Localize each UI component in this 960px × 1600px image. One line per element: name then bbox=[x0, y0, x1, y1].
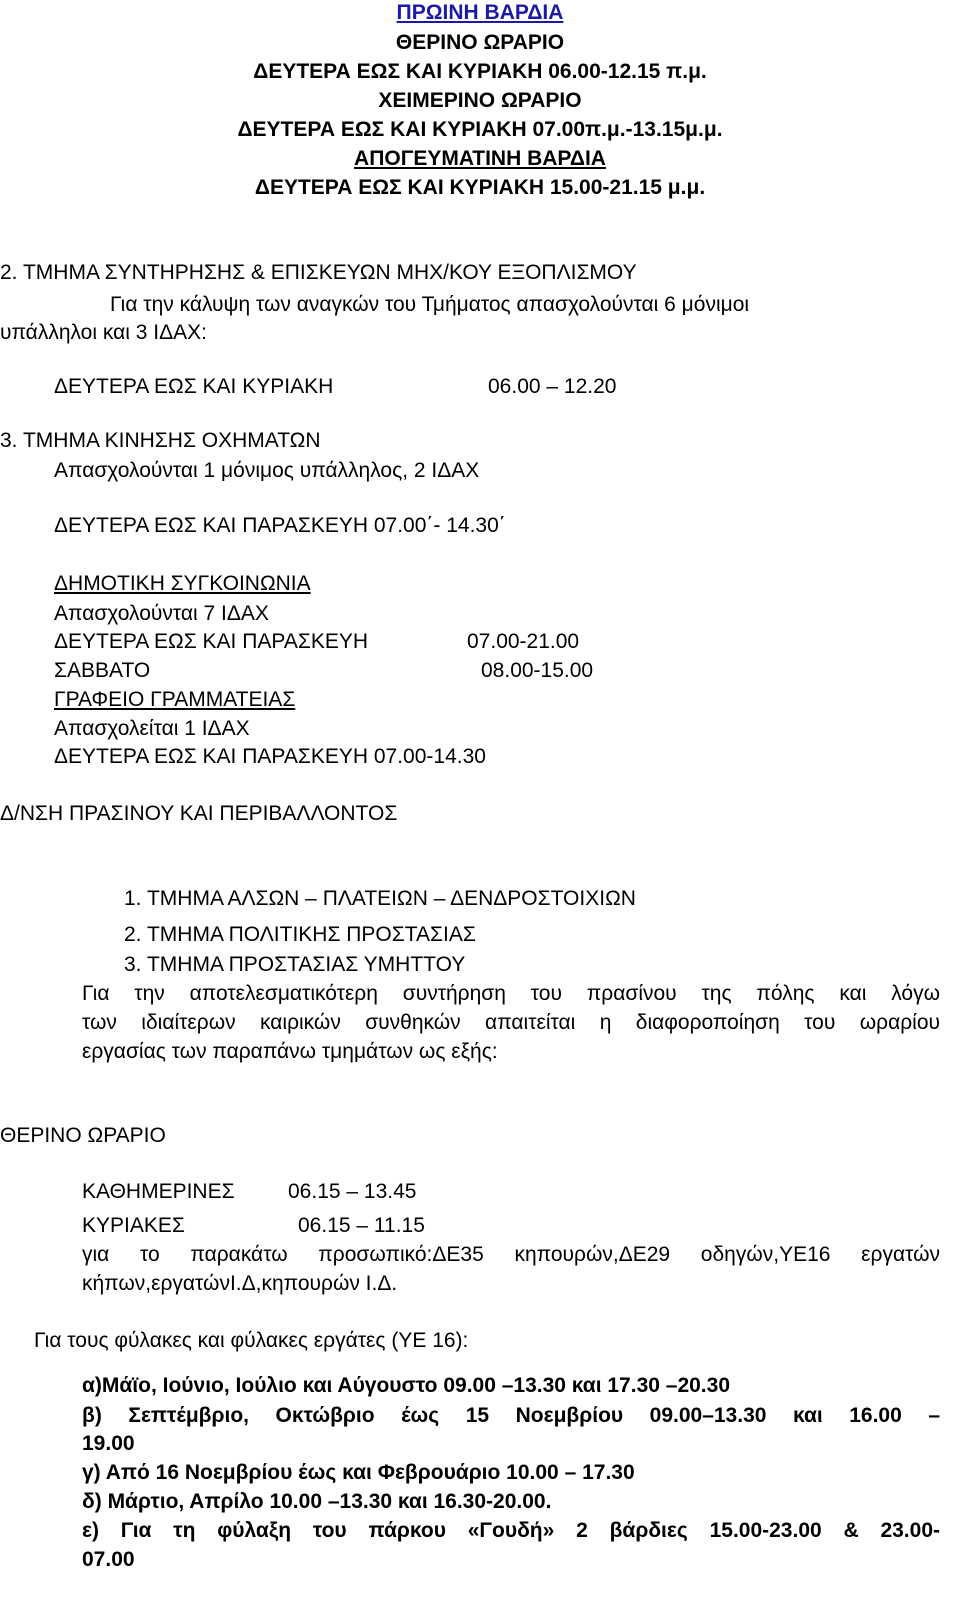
summer-schedule-label: ΘΕΡΙΝΟ ΩΡΑΡΙΟ bbox=[395, 31, 565, 54]
summer-staff-line2: κήπων,εργατώνΙ.Δ,κηπουρών Ι.Δ. bbox=[82, 1272, 398, 1295]
afternoon-shift-title: ΑΠΟΓΕΥΜΑΤΙΝΗ ΒΑΡΔΙΑ bbox=[354, 147, 606, 170]
summer-staff-line1: για το παρακάτω προσωπικό:ΔΕ35 κηπουρών,ΔΕ29 οδηγών,ΥΕ16 εργατών bbox=[82, 1244, 940, 1266]
summer-weekdays-hours: 06.15 – 13.45 bbox=[288, 1180, 417, 1203]
summer-heading: ΘΕΡΙΝΟ ΩΡΑΡΙΟ bbox=[0, 1124, 166, 1147]
green-item-1: 1. ΤΜΗΜΑ ΑΛΣΩΝ – ΠΛΑΤΕΙΩΝ – ΔΕΝΔΡΟΣΤΟΙΧΙΩΝ bbox=[124, 887, 636, 910]
secretariat-schedule: ΔΕΥΤΕΡΑ ΕΩΣ ΚΑΙ ΠΑΡΑΣΚΕΥΗ 07.00-14.30 bbox=[54, 745, 486, 768]
summer-sundays-label: ΚΥΡΙΑΚΕΣ bbox=[82, 1214, 185, 1237]
guards-item-b-line2: 19.00 bbox=[82, 1432, 135, 1455]
section2-desc-line1: Για την κάλυψη των αναγκών του Τμήματος απασχολούνται 6 μόνιμοι bbox=[110, 293, 750, 316]
green-directorate-heading: Δ/ΝΣΗ ΠΡΑΣΙΝΟΥ ΚΑΙ ΠΕΡΙΒΑΛΛΟΝΤΟΣ bbox=[0, 802, 398, 825]
section2-days: ΔΕΥΤΕΡΑ ΕΩΣ ΚΑΙ ΚΥΡΙΑΚΗ bbox=[54, 375, 334, 398]
winter-schedule-hours: ΔΕΥΤΕΡΑ ΕΩΣ ΚΑΙ ΚΥΡΙΑΚΗ 07.00π.μ.-13.15μ.μ. bbox=[237, 118, 723, 141]
guards-item-e-line2: 07.00 bbox=[82, 1548, 135, 1571]
section3-staff: Απασχολούνται 1 μόνιμος υπάλληλος, 2 ΙΔΑΧ bbox=[54, 459, 480, 482]
guards-item-c: γ) Από 16 Νοεμβρίου έως και Φεβρουάριο 10.00 – 17.30 bbox=[82, 1461, 635, 1484]
secretariat-heading: ΓΡΑΦΕΙΟ ΓΡΑΜΜΑΤΕΙΑΣ bbox=[54, 688, 296, 711]
transport-heading: ΔΗΜΟΤΙΚΗ ΣΥΓΚΟΙΝΩΝΙΑ bbox=[54, 572, 311, 595]
summer-sundays-hours: 06.15 – 11.15 bbox=[298, 1214, 425, 1237]
guards-item-b-line1: β) Σεπτέμβριο, Οκτώβριο έως 15 Νοεμβρίου 09.00–13.30 και 16.00 – bbox=[82, 1405, 940, 1427]
guards-item-a: α)Μάϊο, Ιούνιο, Ιούλιο και Αύγουστο 09.00 –13.30 και 17.30 –20.30 bbox=[82, 1374, 730, 1397]
transport-saturday-hours: 08.00-15.00 bbox=[481, 659, 594, 682]
section2-desc-line2: υπάλληλοι και 3 ΙΔΑΧ: bbox=[0, 321, 207, 344]
transport-weekday-hours: 07.00-21.00 bbox=[467, 630, 580, 653]
transport-staff: Απασχολούνται 7 ΙΔΑΧ bbox=[54, 602, 269, 625]
section3-schedule: ΔΕΥΤΕΡΑ ΕΩΣ ΚΑΙ ΠΑΡΑΣΚΕΥΗ 07.00΄- 14.30΄ bbox=[54, 514, 506, 537]
morning-shift-title: ΠΡΩΙΝΗ ΒΑΡΔΙΑ bbox=[396, 1, 564, 24]
summer-weekdays-label: ΚΑΘΗΜΕΡΙΝΕΣ bbox=[82, 1180, 235, 1203]
section2-heading: 2. ΤΜΗΜΑ ΣΥΝΤΗΡΗΣΗΣ & ΕΠΙΣΚΕΥΩΝ ΜΗΧ/ΚΟΥ ΕΞΟΠΛΙΣΜΟΥ bbox=[0, 261, 637, 284]
green-paragraph-line2: των ιδιαίτερων καιρικών συνθηκών απαιτείται η διαφοροποίηση του ωραρίου bbox=[82, 1012, 940, 1034]
section3-heading: 3. ΤΜΗΜΑ ΚΙΝΗΣΗΣ ΟΧΗΜΑΤΩΝ bbox=[0, 429, 321, 452]
transport-saturday: ΣΑΒΒΑΤΟ bbox=[54, 659, 151, 682]
secretariat-staff: Απασχολείται 1 ΙΔΑΧ bbox=[54, 717, 250, 740]
afternoon-shift-hours: ΔΕΥΤΕΡΑ ΕΩΣ ΚΑΙ ΚΥΡΙΑΚΗ 15.00-21.15 μ.μ. bbox=[254, 176, 706, 199]
winter-schedule-label: ΧΕΙΜΕΡΙΝΟ ΩΡΑΡΙΟ bbox=[378, 89, 582, 112]
section2-hours: 06.00 – 12.20 bbox=[488, 375, 617, 398]
guards-intro: Για τους φύλακες και φύλακες εργάτες (ΥΕ 16): bbox=[34, 1329, 469, 1352]
transport-weekdays: ΔΕΥΤΕΡΑ ΕΩΣ ΚΑΙ ΠΑΡΑΣΚΕΥΗ bbox=[54, 630, 369, 653]
guards-item-d: δ) Μάρτιο, Απρίλο 10.00 –13.30 και 16.30-20.00. bbox=[82, 1490, 552, 1513]
green-paragraph-line3: εργασίας των παραπάνω τμημάτων ως εξής: bbox=[82, 1040, 498, 1063]
green-item-2: 2. ΤΜΗΜΑ ΠΟΛΙΤΙΚΗΣ ΠΡΟΣΤΑΣΙΑΣ bbox=[124, 923, 476, 946]
green-item-3: 3. ΤΜΗΜΑ ΠΡΟΣΤΑΣΙΑΣ ΥΜΗΤΤΟΥ bbox=[124, 953, 466, 976]
green-paragraph-line1: Για την αποτελεσματικότερη συντήρηση του πρασίνου της πόλης και λόγω bbox=[82, 983, 940, 1005]
guards-item-e-line1: ε) Για τη φύλαξη του πάρκου «Γουδή» 2 βάρδιες 15.00-23.00 & 23.00- bbox=[82, 1520, 940, 1542]
summer-schedule-hours: ΔΕΥΤΕΡΑ ΕΩΣ ΚΑΙ ΚΥΡΙΑΚΗ 06.00-12.15 π.μ. bbox=[253, 60, 707, 83]
